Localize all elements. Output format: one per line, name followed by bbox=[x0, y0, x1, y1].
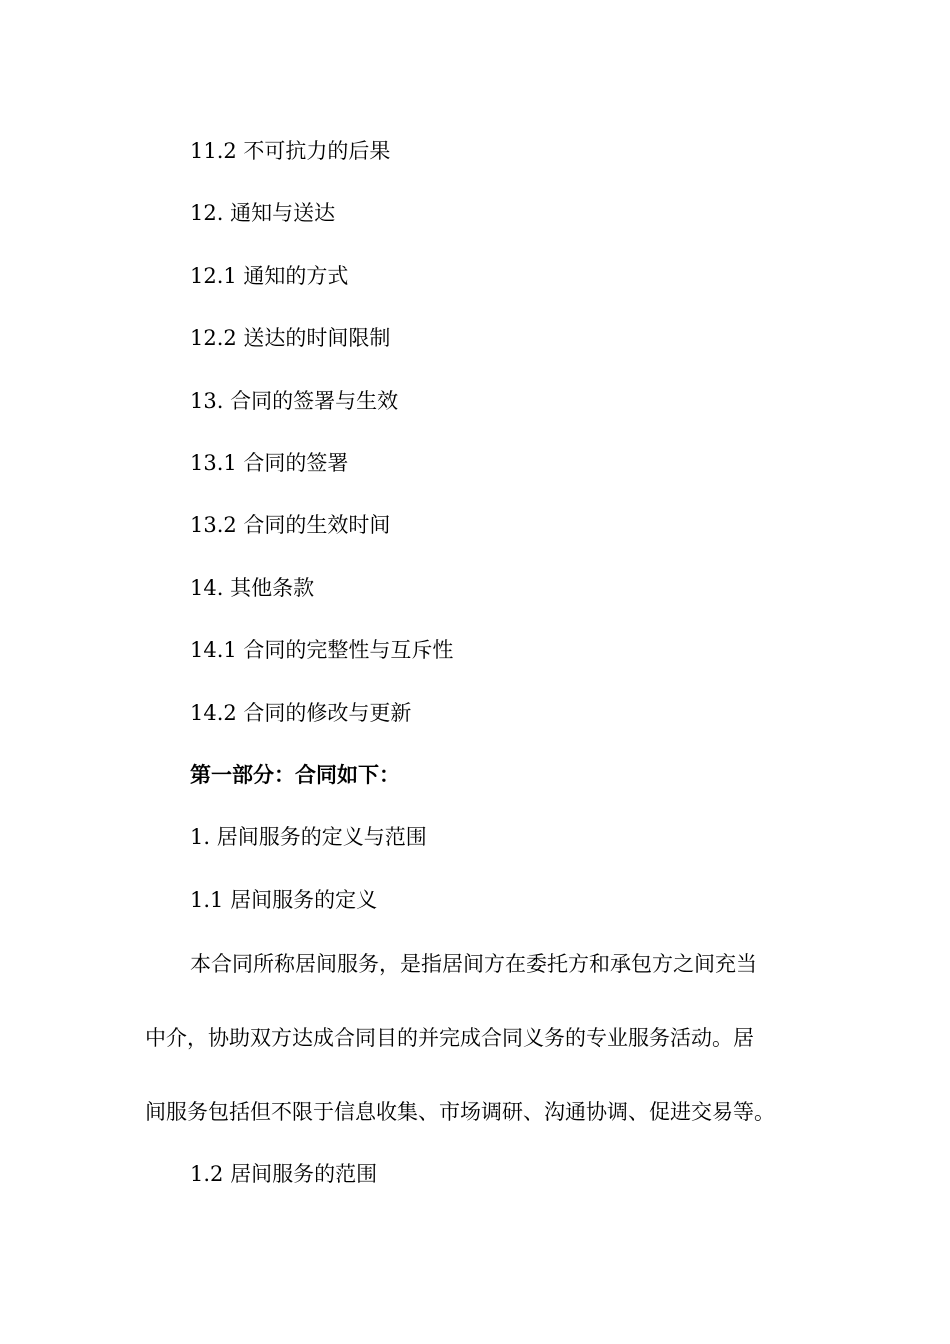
paragraph-line: 本合同所称居间服务，是指居间方在委托方和承包方之间充当 bbox=[190, 952, 757, 976]
toc-item: 14.1 合同的完整性与互斥性 bbox=[190, 638, 454, 662]
subsection-title: 1.1 居间服务的定义 bbox=[190, 888, 378, 912]
toc-item: 14.2 合同的修改与更新 bbox=[190, 701, 412, 725]
paragraph-line: 间服务包括但不限于信息收集、市场调研、沟通协调、促进交易等。 bbox=[145, 1100, 775, 1124]
toc-item: 12. 通知与送达 bbox=[190, 201, 336, 225]
part-heading: 第一部分：合同如下： bbox=[190, 762, 400, 787]
section-title: 1. 居间服务的定义与范围 bbox=[190, 825, 427, 849]
subsection-title: 1.2 居间服务的范围 bbox=[190, 1162, 378, 1186]
paragraph-line: 中介，协助双方达成合同目的并完成合同义务的专业服务活动。居 bbox=[145, 1026, 754, 1050]
definition-paragraph bbox=[145, 950, 810, 1140]
toc-item: 11.2 不可抗力的后果 bbox=[190, 139, 391, 163]
toc-item: 13.2 合同的生效时间 bbox=[190, 513, 391, 537]
toc-item: 13.1 合同的签署 bbox=[190, 451, 349, 475]
toc-item: 14. 其他条款 bbox=[190, 576, 315, 600]
toc-item: 12.1 通知的方式 bbox=[190, 264, 349, 288]
toc-item: 13. 合同的签署与生效 bbox=[190, 389, 399, 413]
toc-item: 12.2 送达的时间限制 bbox=[190, 326, 391, 350]
